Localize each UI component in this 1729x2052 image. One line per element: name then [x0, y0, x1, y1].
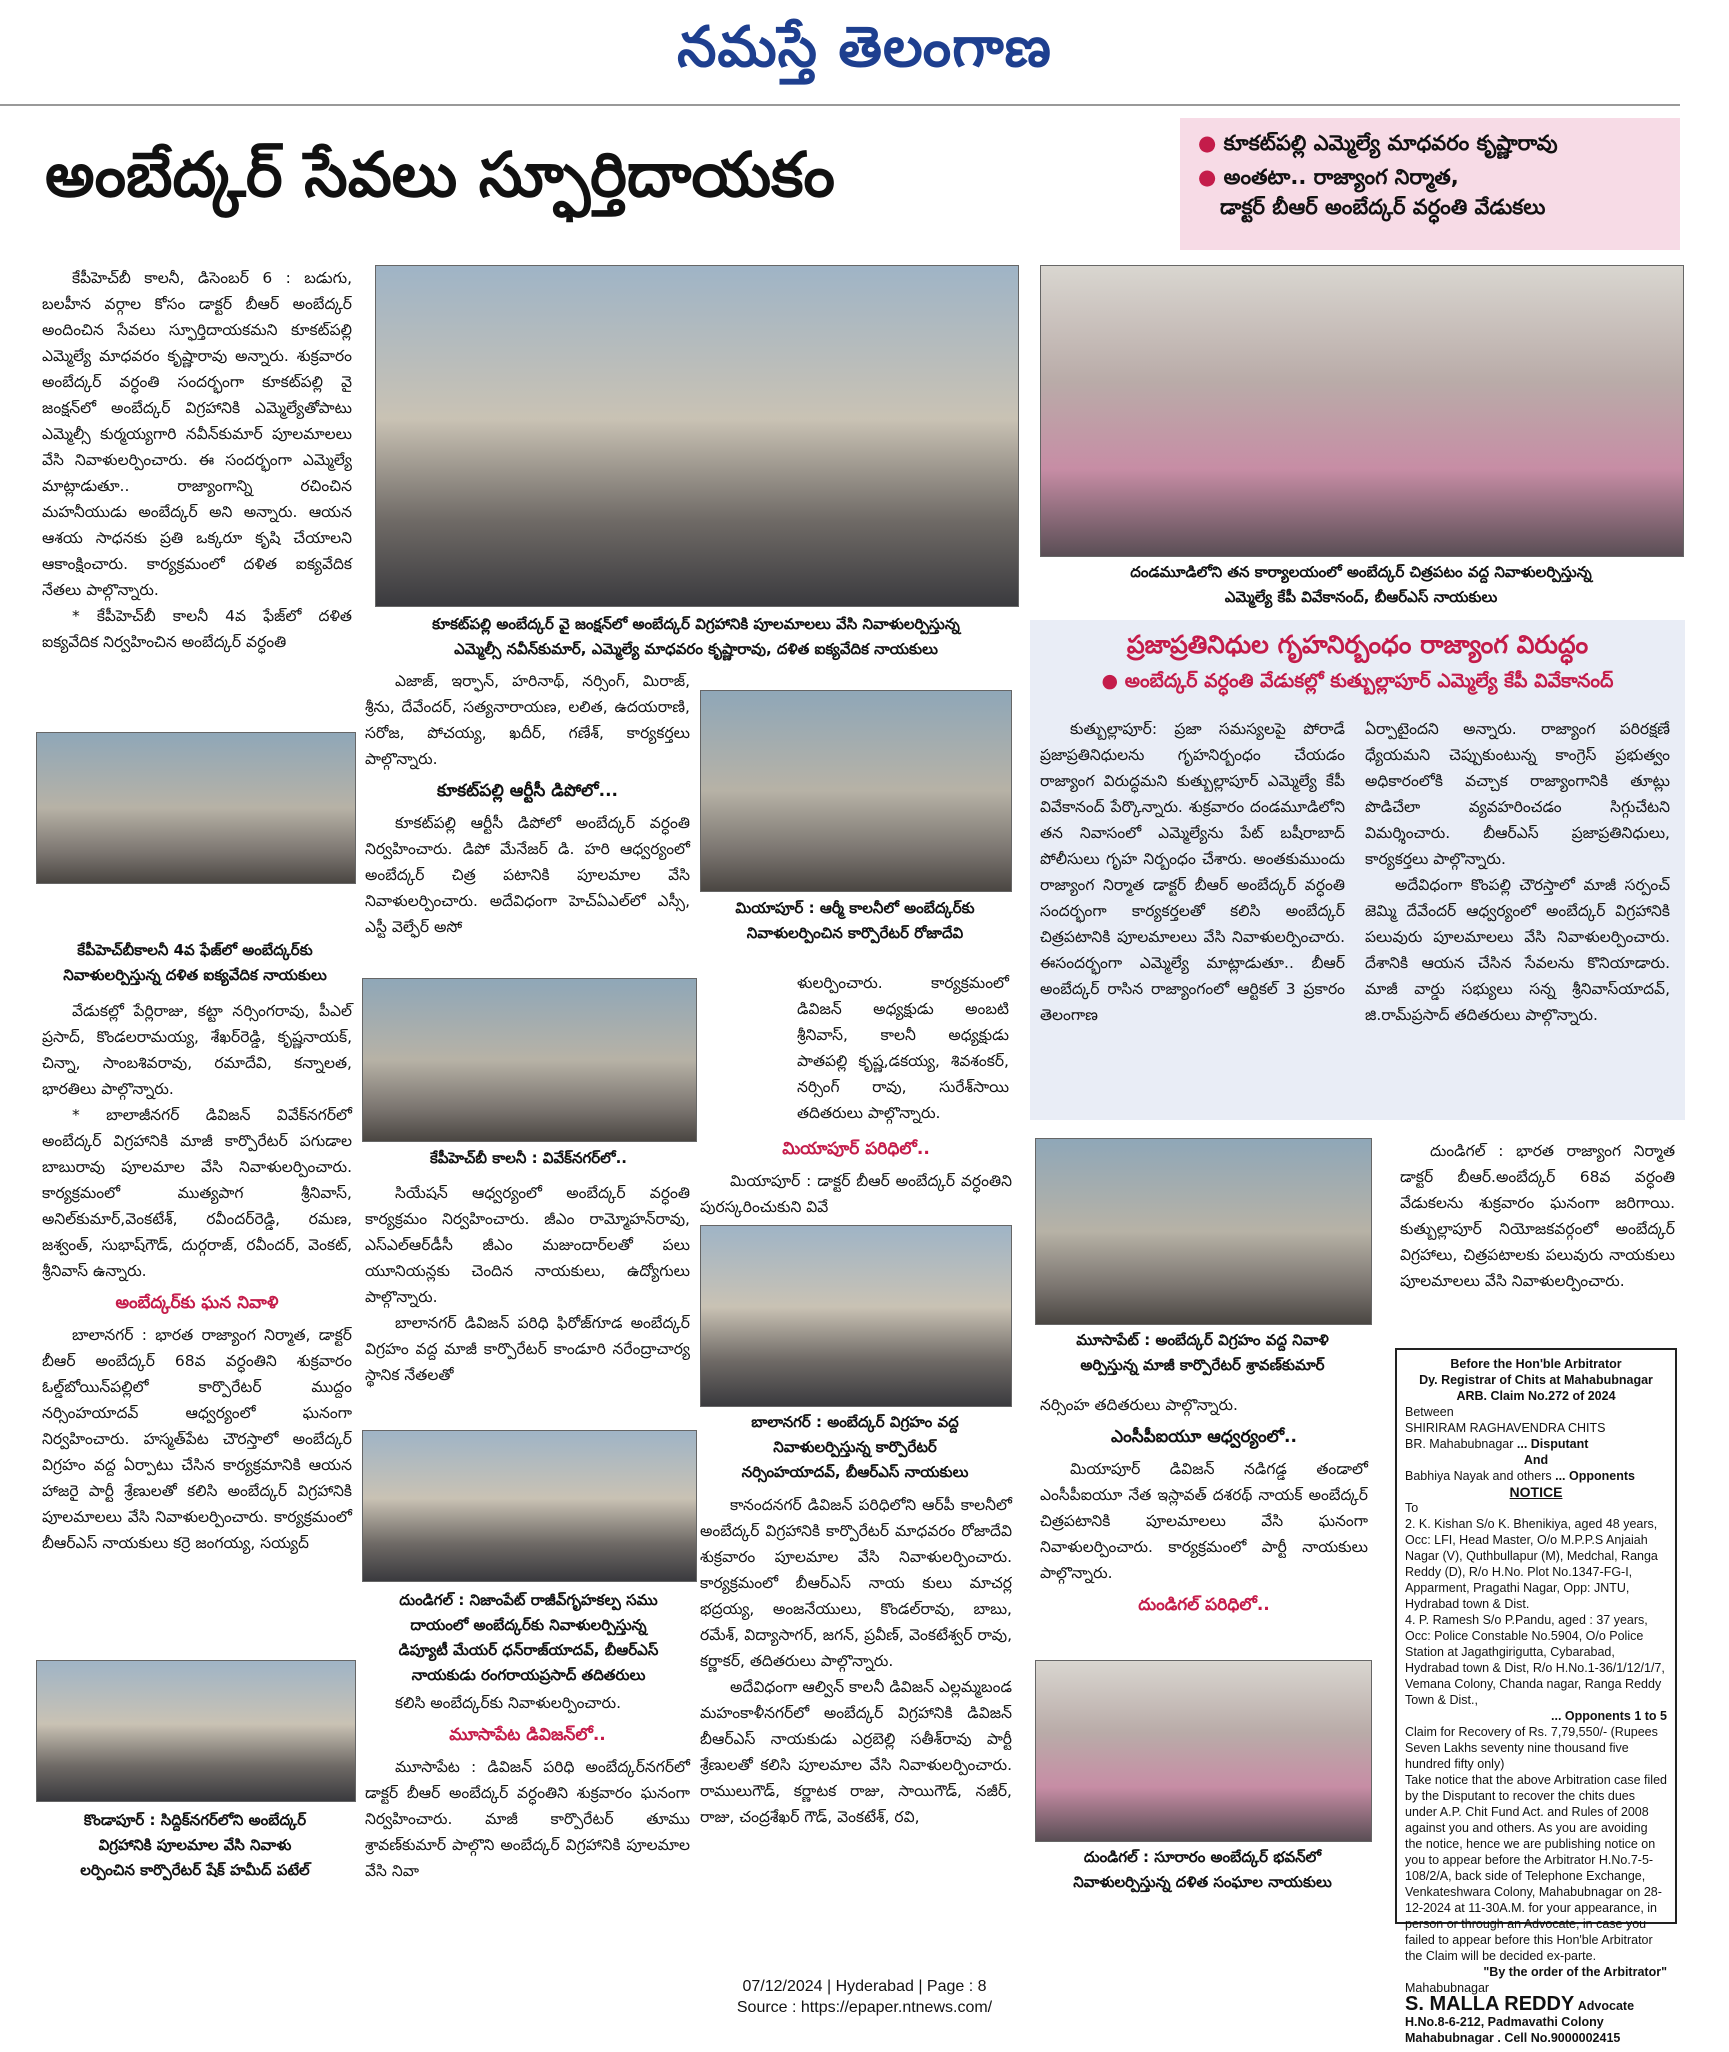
- article-paragraph: కలిసి అంబేద్కర్‌కు నివాళులర్పించారు.: [395, 1694, 622, 1712]
- article-paragraph: బాలానగర్ : భారత రాజ్యాంగ నిర్మాత, డాక్టర్ బీఆర్ అంబేద్కర్ 68వ వర్ధంతిని శుక్రవారం ఓల్డ్‌బోయిన్‌పల్లిలో కార్పొరేటర్ ముద్దం నర్సింహయాదవ్ ఆధ్వర్యంలో ఘనంగా నిర్వహించారు. హస్మత్‌పేట చౌరస్తాలో అంబేద్కర్ విగ్రహం వద్ద ఏర్పాటు చేసిన కార్యక్రమానికి ఆయన హాజరై పార్టీ శ్రేణులతో కలిసి అంబేద్కర్ విగ్రహానికి పూలమాలలు వేసి నివాళులర్పించారు. కార్యక్రమంలో బీఆర్ఎస్ నాయకులు కర్రె జంగయ్య, సయ్యద్: [42, 1326, 352, 1552]
- article-paragraph: మియాపూర్ : డాక్టర్ బీఆర్ అంబేద్కర్ వర్ధంతిని పురస్కరించుకుని వివే: [700, 1172, 1012, 1216]
- bullet-icon: ●: [1198, 165, 1224, 189]
- photo-dandamudi-office: [1040, 265, 1684, 557]
- box-subheadline: ● అంబేద్కర్ వర్ధంతి వేడుకల్లో కుత్బుల్లాపూర్ ఎమ్మెల్యే కేపీ వివేకానంద్: [1101, 670, 1614, 692]
- photo-main-y-junction: [375, 265, 1019, 607]
- sidebox-line-3: డాక్టర్ బీఆర్ అంబేద్కర్ వర్ధంతి వేడుకలు: [1220, 195, 1546, 219]
- photo-caption: మియాపూర్ : ఆర్మీ కాలనీలో అంబేద్కర్‌కు నివాళులర్పించిన కార్పొరేటర్ రోజాదేవి: [735, 899, 975, 942]
- newspaper-logo: నమస్తే తెలంగాణ: [677, 14, 1052, 80]
- article-paragraph: కేపీహెచ్‌బీ కాలనీ, డిసెంబర్ 6 : బడుగు, బలహీన వర్గాల కోసం డాక్టర్ బీఆర్ అంబేద్కర్ అందించిన సేవలు స్ఫూర్తిదాయకమని కూకట్‌పల్లి ఎమ్మెల్యే మాధవరం కృష్ణారావు అన్నారు. శుక్రవారం అంబేద్కర్ వర్ధంతి సందర్భంగా కూకట్‌పల్లి వై జంక్షన్‌లో అంబేద్కర్ విగ్రహానికి ఎమ్మెల్యేతోపాటు ఎమ్మెల్సీ కుర్మయ్యగారి నవీన్‌కుమార్ పూలమాలలు వేసి నివాళులర్పించారు. ఈ సందర్భంగా ఎమ్మెల్యే మాట్లాడుతూ.. రాజ్యాంగాన్ని రచించిన మహనీయుడు అంబేద్కర్ అని అన్నారు. ఆయన ఆశయ సాధనకు ప్రతి ఒక్కరూ కృషి చేయాలని ఆకాంక్షించారు. కార్యక్రమంలో దళిత ఐక్యవేదిక నేతలు పాల్గొన్నారు.: [42, 269, 352, 599]
- article-column-4a: [1040, 716, 1345, 1028]
- masthead: [0, 0, 1729, 100]
- article-paragraph: మియాపూర్ డివిజన్ నడిగడ్డ తండాలో ఎంసీపీఐయూ నేత ఇస్లావత్ దశరథ్ నాయక్ అంబేద్కర్ చిత్రపటానికి పూలమాలలు వేసి ఘనంగా నివాళులర్పించారు. కార్యక్రమంలో పార్టీ నాయకులు పాల్గొన్నారు.: [1040, 1460, 1368, 1582]
- section-subhead: ఎంసీపీఐయూ ఆధ్వర్యంలో..: [1111, 1427, 1297, 1447]
- photo-caption: మూసాపేట్ : అంబేద్కర్ విగ్రహం వద్ద నివాళి అర్పిస్తున్న మాజీ కార్పొరేటర్ శ్రావణ్‌కుమార్: [1076, 1331, 1329, 1374]
- article-paragraph: కానందనగర్ డివిజన్ పరిధిలోని ఆర్‌పీ కాలనీలో అంబేద్కర్ విగ్రహానికి కార్పొరేటర్ మాధవరం రోజాదేవి శుక్రవారం పూలమాల వేసి నివాళులర్పించారు. కార్యక్రమంలో బీఆర్ఎస్ నాయ కులు మాచర్ల భద్రయ్య, అంజనేయులు, కొండల్‌రావు, బాబు, రమేశ్, విద్యాసాగర్, జగన్, ప్రవీణ్, వెంకటేశ్వర్ రావు, కర్ణాకర్, తదితరులు పాల్గొన్నారు.: [700, 1496, 1012, 1670]
- article-paragraph: వేడుకల్లో పేర్లిరాజు, కట్టా నర్సింగరావు, పీఎల్ ప్రసాద్, కొండలరామయ్య, శేఖర్‌రెడ్డి, కృష్ణనాయక్, చిన్నా, సాంబశివరావు, రమాదేవి, కన్నాలత, భారతిలు పాల్గొన్నారు.: [42, 1002, 352, 1098]
- article-column-3: [797, 970, 1009, 1126]
- photo-caption: దండమూడిలోని తన కార్యాలయంలో అంబేద్కర్ చిత్రపటం వద్ద నివాళులర్పిస్తున్న ఎమ్మెల్యే కేపీ వివేకానంద్, బీఆర్ఎస్ నాయకులు: [1130, 563, 1592, 606]
- article-column-1b: [42, 998, 352, 1556]
- article-paragraph: మూసాపేట : డివిజన్ పరిధి అంబేద్కర్‌నగర్‌లో డాక్టర్ బీఆర్ అంబేద్కర్ వర్ధంతిని శుక్రవారం ఘనంగా నిర్వహించారు. మాజీ కార్పొరేటర్ తూము శ్రావణ్‌కుమార్ పాల్గొని అంబేద్కర్ విగ్రహానికి పూలమాల వేసి నివా: [365, 1758, 690, 1880]
- article-column-2c: [365, 1690, 690, 1884]
- photo-kondapur: [36, 1660, 356, 1802]
- photo-caption: కేపీహెచ్‌బీకాలనీ 4వ ఫేజ్‌లో అంబేద్కర్‌కు నివాళులర్పిస్తున్న దళిత ఐక్యవేదిక నాయకులు: [63, 941, 327, 984]
- article-column-1: [42, 265, 352, 655]
- article-column-5: [1400, 1138, 1675, 1294]
- article-column-3b: [700, 1130, 1012, 1220]
- edition-info: 07/12/2024 | Hyderabad | Page : 8: [742, 1978, 987, 1995]
- photo-suraram: [1035, 1660, 1372, 1842]
- article-column-4c: [1040, 1392, 1368, 1624]
- article-paragraph: అదేవిధంగా కొంపల్లి చౌరస్తాలో మాజీ సర్పంచ్ జెమ్మి దేవేందర్ ఆధ్వర్యంలో అంబేద్కర్ విగ్రహానికి పలువురు పూలమాలలు వేసి నివాళులర్పించారు. దేశానికి ఆయన చేసిన సేవలను కొనియాడారు. మాజీ వార్డు సభ్యులు సన్న శ్రీనివాస్‌యాదవ్, జి.రామ్‌ప్రసాద్ తదితరులు పాల్గొన్నారు.: [1365, 876, 1670, 1024]
- sidebox-line-2: ● అంతటా.. రాజ్యాంగ నిర్మాత,: [1198, 165, 1459, 189]
- article-paragraph: కూకట్‌పల్లి ఆర్టీసీ డిపోలో అంబేద్కర్ వర్ధంతి నిర్వహించారు. డిపో మేనేజర్ డి. హరి ఆధ్వర్యంలో అంబేద్కర్ చిత్ర పటానికి పూలమాల వేసి నివాళులర్పించారు. అదేవిధంగా హెచ్ఏఎల్‌లో ఎస్సీ, ఎస్టీ వెల్ఫేర్ అసో: [365, 814, 690, 936]
- article-paragraph: * బాలాజీనగర్ డివిజన్ వివేక్‌నగర్‌లో అంబేద్కర్ విగ్రహానికి మాజీ కార్పొరేటర్ పగుడాల బాబురావు పూలమాల వేసి నివాళులర్పించారు. కార్యక్రమంలో ముత్యపాగ శ్రీనివాస్, అనిల్‌కుమార్,వెంకటేశ్, రవీందర్‌రెడ్డి, రమణ, జశ్వంత్, సుభాష్‌గౌడ్, దుర్గరాజ్, రవీందర్, వెంకట్, శ్రీనివాస్ ఉన్నారు.: [42, 1106, 352, 1280]
- article-paragraph: సియేషన్ ఆధ్వర్యంలో అంబేద్కర్ వర్ధంతి కార్యక్రమం నిర్వహించారు. జీఎం రామ్మోహన్‌రావు, ఎస్ఎల్ఆర్‌డీసీ జీఎం మజుందార్‌లతో పలు యూనియన్లకు చెందిన నాయకులు, ఉద్యోగులు పాల్గొన్నారు.: [365, 1184, 690, 1306]
- house-arrest-article-box: [1030, 620, 1685, 1120]
- article-paragraph: ఎజాజ్, ఇర్ఫాన్, హరినాథ్, నర్సింగ్, మిరాజ్, శ్రీను, దేవేందర్, సత్యనారాయణ, లలిత, ఉదయరాణి, సరోజ, పోచయ్య, ఖదీర్, గణేశ్, కార్యకర్తలు పాల్గొన్నారు.: [365, 672, 690, 768]
- photo-caption: బాలానగర్ : అంబేద్కర్ విగ్రహం వద్ద నివాళులర్పిస్తున్న కార్పొరేటర్ నర్సింహయాదవ్, బీఆర్ఎస్ నాయకులు: [741, 1413, 969, 1481]
- headline: అంబేద్కర్ సేవలు స్ఫూర్తిదాయకం: [45, 138, 835, 211]
- bullet-icon: ●: [1198, 131, 1224, 155]
- article-column-2: [365, 668, 690, 940]
- article-paragraph: ఏర్పాటైందని అన్నారు. రాజ్యాంగ పరిరక్షణే ధ్యేయమని చెప్పుకుంటున్న కాంగ్రెస్ ప్రభుత్వం అధికారంలోకి వచ్చాక రాజ్యాంగానికి తూట్లు పొడిచేలా వ్యవహరించడం సిగ్గుచేటని విమర్శించారు. బీఆర్ఎస్ ప్రజాప్రతినిధులు, కార్యకర్తలు పాల్గొన్నారు.: [1365, 720, 1670, 868]
- article-paragraph: ళులర్పించారు. కార్యక్రమంలో డివిజన్ అధ్యక్షుడు అంబటి శ్రీనివాస్, కాలనీ అధ్యక్షుడు పాతపల్లి కృష్ణ,డకయ్య, శివశంకర్, నర్సింగ్ రావు, సురేశ్‌సాయి తదితరులు పాల్గొన్నారు.: [797, 974, 1009, 1122]
- article-column-4b: [1365, 716, 1670, 1028]
- article-paragraph: బాలానగర్ డివిజన్ పరిధి ఫిరోజ్‌గూడ అంబేద్కర్ విగ్రహం వద్ద మాజీ కార్పొరేటర్ కాండూరి నరేంద్రాచార్య స్థానిక నేతలతో: [365, 1314, 690, 1384]
- bullet-icon: ●: [1101, 670, 1125, 692]
- photo-vivek-nagar: [362, 978, 697, 1142]
- photo-caption: కొండాపూర్ : సిద్దిక్‌నగర్‌లోని అంబేద్కర్ విగ్రహానికి పూలమాల వేసి నివాళు లర్పించిన కార్పొరేటర్ షేక్ హమీద్ పటేల్: [80, 1811, 310, 1879]
- photo-kphb-phase4: [36, 732, 356, 884]
- photo-caption: కూకట్‌పల్లి అంబేద్కర్ వై జంక్షన్‌లో అంబేద్కర్ విగ్రహానికి పూలమాలలు వేసి నివాళులర్పిస్తున్న ఎమ్మెల్సీ నవీన్‌కుమార్, ఎమ్మెల్యే మాధవరం కృష్ణారావు, దళిత ఐక్యవేదిక నాయకులు: [432, 615, 960, 658]
- article-paragraph: దుండిగల్ : భారత రాజ్యాంగ నిర్మాత డాక్టర్ బీఆర్.అంబేద్కర్ 68వ వర్ధంతి వేడుకలను శుక్రవారం ఘనంగా జరిగాయి. కుత్బుల్లాపూర్ నియోజకవర్గంలో అంబేద్కర్ విగ్రహాలు, చిత్రపటాలకు పలువురు నాయకులు పూలమాలలు వేసి నివాళులర్పించారు.: [1400, 1142, 1675, 1290]
- photo-caption: కేపీహెచ్‌బీ కాలనీ : వివేక్‌నగర్‌లో..: [430, 1149, 627, 1167]
- source-link[interactable]: Source : https://epaper.ntnews.com/: [736, 1999, 993, 2016]
- section-subhead: దుండిగల్ పరిధిలో..: [1138, 1595, 1270, 1615]
- legal-notice-box: Before the Hon'ble Arbitrator Dy. Registrar of Chits at Mahabubnagar ARB. Claim No.272 of 2024 Between SHIRIRAM RAGHAVENDRA CHITS BR. Mahabubnagar ... Disputant And Babhiya Nayak and others ... Opponents NOTICE To 2. K. Kishan S/o K. Bhenikiya, aged 48 years, Occ: LFI, Head Master, O/o M.P.P.S Anjaiah Nagar (V), Quthbullapur (M), Medchal, Ranga Reddy (D), R/o H.No. Plot No.1347-FG-I, Apparment, Pragathi Nagar, Opp: JNTU, Hydrabad town & Dist. 4. P. Ramesh S/o P.Pandu, aged : 37 years, Occ: Police Constable No.5904, O/o Police Station at Jagathgirigutta, Cybarabad, Hydrabad town & Dist, R/o H.No.1-36/1/12/1/7, Vemana Colony, Chanda nagar, Ranga Reddy Town & Dist., ... Opponents 1 to 5 Claim for Recovery of Rs. 7,79,550/- (Rupees Seven Lakhs seventy nine thousand five hundred fifty only) Take notice that the above Arbitration case filed by the Disputant to recover the chits dues under A.P. Chit Fund Act. and Rules of 2008 against you and others. As you are avoiding the notice, hence we are publishing notice on you to appear before the Arbitrator H.No.7-5-108/2/A, back side of Telephone Exchange, Venkateshwara Colony, Mahabubnagar on 28-12-2024 at 11-30A.M. for your appearance, in person or through an Advocate, in case you failed to appear before this Hon'ble Arbitrator the Claim will be decided ex-parte. "By the order of the Arbitrator" Mahabubnagar S. MALLA REDDY Advocate H.No.8-6-212, Padmavathi Colony Mahabubnagar . Cell No.9000002415: [1395, 1348, 1677, 1924]
- photo-army-colony: [700, 690, 1012, 892]
- article-column-2b: [365, 1180, 690, 1388]
- page-footer: [0, 1976, 1729, 2018]
- article-column-3c: [700, 1492, 1012, 1830]
- article-paragraph: * కేపీహెచ్‌బీ కాలనీ 4వ ఫేజ్‌లో దళిత ఐక్యవేదిక నిర్వహించిన అంబేద్కర్ వర్ధంతి: [42, 607, 352, 651]
- photo-nizampet: [362, 1430, 697, 1582]
- section-subhead: మియాపూర్ పరిధిలో..: [782, 1139, 930, 1159]
- photo-caption: దుండిగల్ : సూరారం అంబేద్కర్ భవన్‌లో నివాళులర్పిస్తున్న దళిత సంఘాల నాయకులు: [1073, 1848, 1332, 1891]
- sidebox-line-1: ● కూకట్‌పల్లి ఎమ్మెల్యే మాధవరం కృష్ణారావు: [1198, 131, 1558, 155]
- section-subhead: మూసాపేట డివిజన్‌లో..: [449, 1725, 606, 1745]
- article-paragraph: అదేవిధంగా ఆల్విన్ కాలనీ డివిజన్ ఎల్లమ్మబండ మహంకాళీనగర్‌లో అంబేద్కర్ విగ్రహానికి డివిజన్ బీఆర్ఎస్ నాయకుడు ఎర్రబెల్లి సతీశ్‌రావు పార్టీ శ్రేణులతో కలిసి పూలమాల వేసి నివాళులర్పించారు. రాములుగౌడ్, కర్ణాటక రాజు, సాయిగౌడ్, నజీర్, రాజు, చంద్రశేఖర్ గౌడ్, వెంకటేశ్, రవి,: [700, 1678, 1012, 1826]
- article-paragraph: నర్సింహ తదితరులు పాల్గొన్నారు.: [1040, 1396, 1238, 1414]
- headline-sidebox: [1180, 118, 1680, 250]
- article-paragraph: కుత్బుల్లాపూర్: ప్రజా సమస్యలపై పోరాడే ప్రజాప్రతినిధులను గృహనిర్బంధం చేయడం రాజ్యాంగ విరుద్ధమని కుత్బుల్లాపూర్ ఎమ్మెల్యే కేపీ వివేకానంద్ పేర్కొన్నారు. శుక్రవారం దండమూడిలోని తన నివాసంలో ఎమ్మెల్యేను పేట్ బషీరాబాద్ పోలీసులు గృహ నిర్బంధం చేశారు. అంతకుముందు రాజ్యాంగ నిర్మాత డాక్టర్ బీఆర్ అంబేద్కర్ వర్ధంతి సందర్భంగా కార్యకర్తలతో కలిసి అంబేద్కర్ చిత్రపటానికి పూలమాలలు వేసి నివాళులర్పించారు. ఈసందర్భంగా ఎమ్మెల్యే మాట్లాడుతూ.. బీఆర్ అంబేద్కర్ రాసిన రాజ్యాంగంలో ఆర్టికల్ 3 ప్రకారం తెలంగాణ: [1040, 720, 1345, 1024]
- photo-caption: దుండిగల్ : నిజాంపేట్ రాజీవ్‌గృహకల్ప సము దాయంలో అంబేద్కర్‌కు నివాళులర్పిస్తున్న డిప్యూటీ మేయర్ ధన్‌రాజ్‌యాదవ్, బీఆర్ఎస్ నాయకుడు రంగరాయప్రసాద్ తదితరులు: [398, 1591, 659, 1684]
- section-subhead: కూకట్‌పల్లి ఆర్టీసీ డిపోలో...: [436, 781, 619, 801]
- photo-balanagar: [700, 1225, 1012, 1407]
- masthead-divider: [0, 104, 1680, 106]
- section-subhead: అంబేద్కర్‌కు ఘన నివాళి: [115, 1293, 279, 1313]
- photo-moosapet: [1035, 1138, 1372, 1325]
- box-headline: ప్రజాప్రతినిధుల గృహనిర్బంధం రాజ్యాంగ విరుద్ధం: [1126, 630, 1589, 659]
